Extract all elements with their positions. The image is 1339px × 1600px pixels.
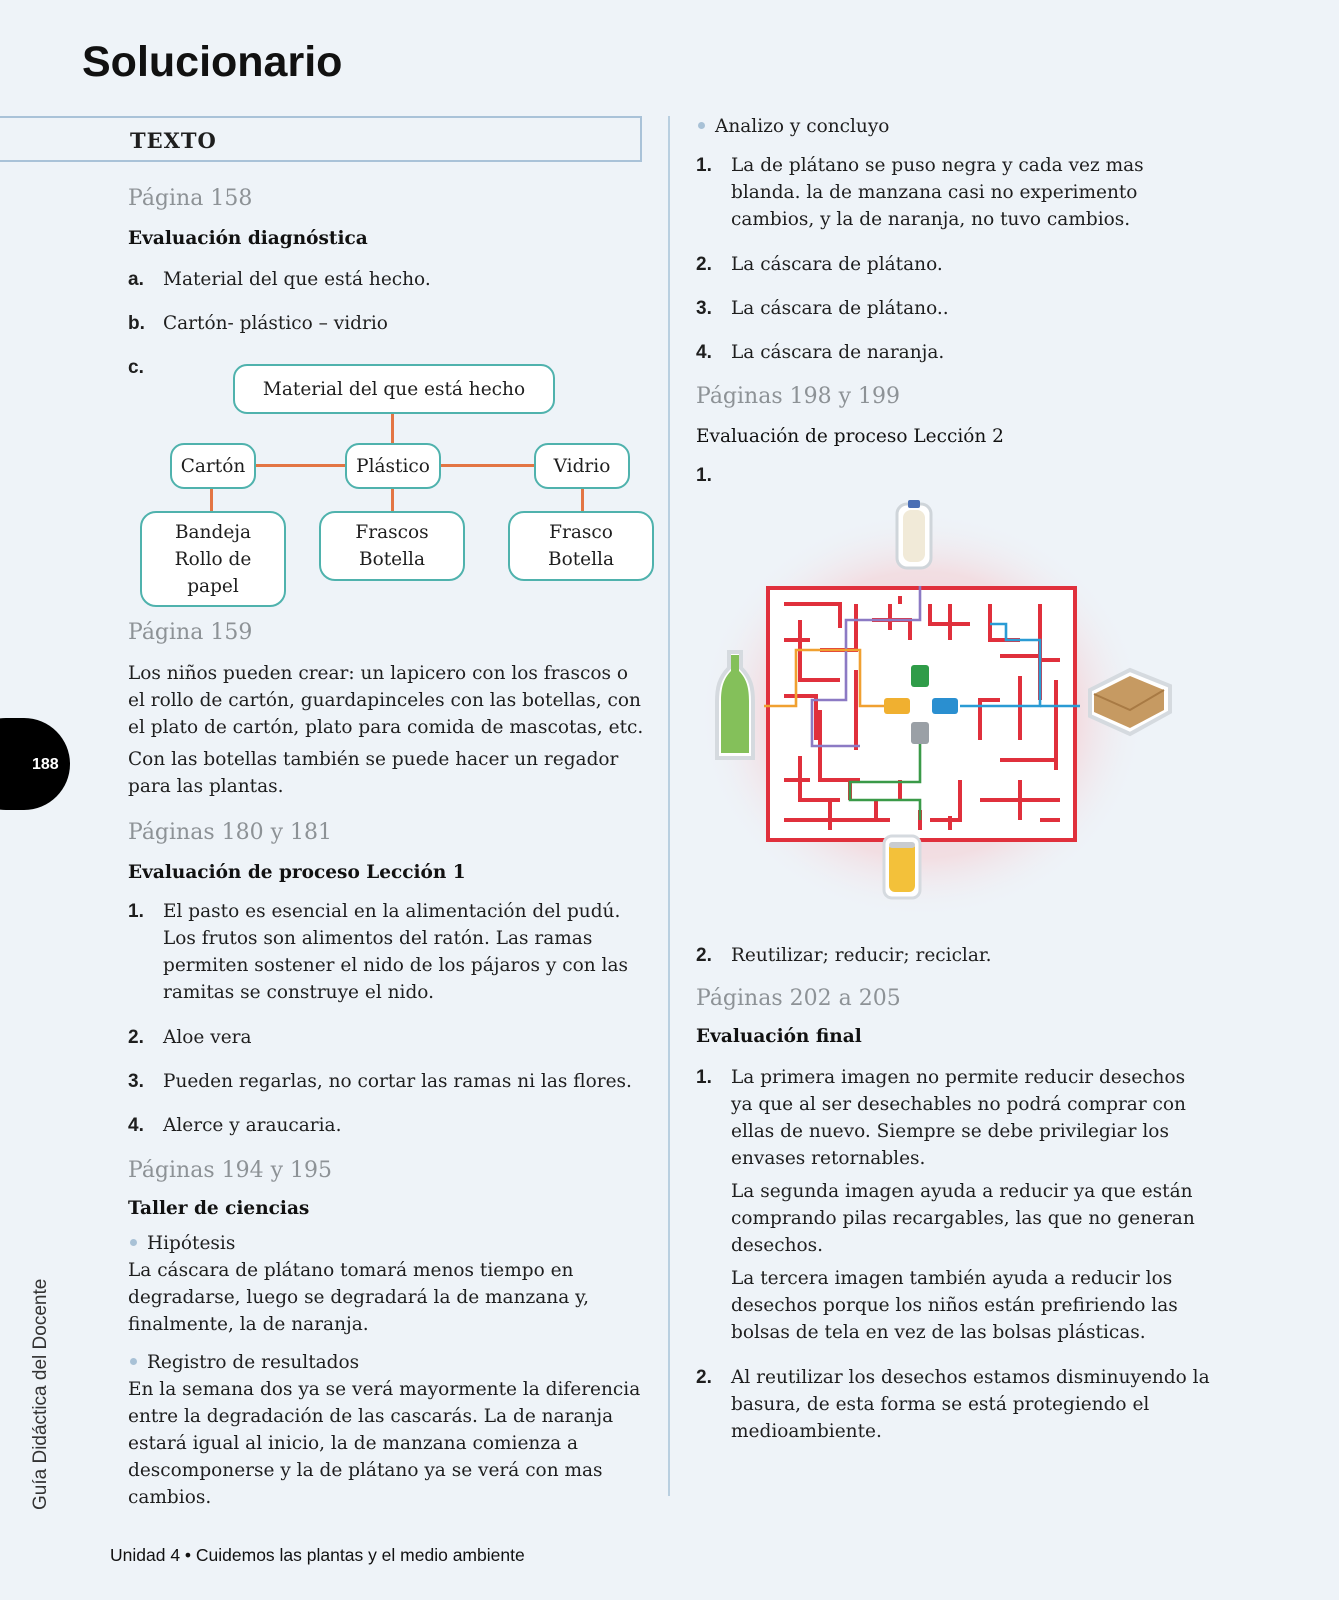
section-header-box [0,116,642,162]
item-number: 3. [696,298,712,319]
root-label: Material del que está hecho [262,378,526,400]
node-carton [170,443,256,489]
footer: Unidad 4 • Cuidemos las plantas y el medio ambiente [110,1545,525,1565]
heading-paginas-198-199: Páginas 198 y 199 [696,384,901,409]
leaf-carton-line1: Bandeja [174,521,252,543]
marker-a: a. [128,269,144,290]
item-number: 4. [128,1115,144,1136]
item-text: El pasto es esencial en la alimentación del pudú. Los frutos son alimentos del ratón. Las ramas permiten sostener el nido de los pájaros y con las ramitas se construye el nido. [163,901,628,1003]
bullet-dot [698,122,705,129]
hipotesis-text: La cáscara de plátano tomará menos tiempo en degradarse, luego se degradará la de manzana y, finalmente, la de naranja. [128,1260,589,1335]
item-number: 4. [696,342,712,363]
final-paragraph-3: La tercera imagen también ayuda a reducir los desechos porque los niños están prefiriendo las bolsas de tela en vez de las bolsas plásticas. [731,1268,1178,1343]
connector-plastico [391,488,394,512]
item-text: Al reutilizar los desechos estamos disminuyendo la basura, de esta forma se está protegiendo el medioambiente. [731,1367,1210,1442]
item-number: 2. [696,945,712,966]
item-text: Aloe vera [163,1027,252,1048]
leaf-carton-line2: Rollo de [174,548,252,570]
marker-c: c. [128,357,144,378]
green-bin-icon [911,665,929,687]
page-number: 188 [32,756,59,773]
item-text: La primera imagen no permite reducir desechos ya que al ser desechables no podrá comprar con ellas de nuevo. Siempre se debe privilegiar los envases retornables. [731,1067,1186,1169]
column-divider [668,116,670,1496]
connector-carton [210,488,213,512]
bullet-hipotesis-label: Hipótesis [147,1233,236,1254]
connector-vidrio [581,488,584,512]
leaf-vidrio-line2: Botella [548,549,614,570]
item-text: Pueden regarlas, no cortar las ramas ni las flores. [163,1071,632,1092]
section-label: TEXTO [130,128,217,153]
subheading-leccion-1: Evaluación de proceso Lección 1 [128,862,466,883]
item-text: La de plátano se puso negra y cada vez mas blanda. la de manzana casi no experimento cambios, y la de naranja, no tuvo cambios. [731,155,1144,230]
list-item [696,295,1212,322]
heading-paginas-202-205: Páginas 202 a 205 [696,986,901,1011]
node-carton-label: Cartón [180,455,246,477]
item-number: 3. [128,1071,144,1092]
list-item [696,1364,1212,1445]
registro-text: En la semana dos ya se verá mayormente la diferencia entre la degradación de las cascarás. La de naranja estará igual al inicio, la de manzana comienza a descomponerse y la de plátano ya se verá con mas cambios. [128,1379,641,1508]
item-number: 1. [696,1067,712,1088]
leaf-carton-line3: papel [187,575,239,597]
heading-paginas-194-195: Páginas 194 y 195 [128,1158,333,1183]
paragraph-159-2: Con las botellas también se puede hacer un regador para las plantas. [128,749,619,797]
leaf-plastico-line2: Botella [359,549,425,570]
subheading-evaluacion-diagnostica: Evaluación diagnóstica [128,228,368,249]
list-item [696,339,1212,366]
answer-a-text: Material del que está hecho. [163,269,431,290]
heading-paginas-180-181: Páginas 180 y 181 [128,820,333,845]
node-plastico [345,443,441,489]
bullet-analizo [696,113,889,140]
answer-a [128,266,644,293]
heading-pagina-158: Página 158 [128,186,253,211]
yellow-bin-icon [884,698,910,714]
item-text: Reutilizar; reducir; reciclar. [731,945,992,966]
milk-bottle-icon [897,500,931,568]
bullet-registro-label: Registro de resultados [147,1352,360,1373]
node-vidrio-label: Vidrio [553,455,611,477]
list-item [128,1112,644,1139]
bullet-dot [130,1239,137,1246]
concept-map-root [233,364,555,414]
item-text: La cáscara de plátano. [731,254,943,275]
leaf-plastico [319,511,465,581]
list-item [696,251,1212,278]
node-plastico-label: Plástico [356,455,430,477]
bullet-hipotesis [128,1230,235,1257]
list-item [696,942,1212,969]
item-number: 2. [128,1027,144,1048]
answer-b [128,310,644,337]
list-item [128,898,644,1006]
subheading-evaluacion-final: Evaluación final [696,1026,862,1047]
item-number: 2. [696,1367,712,1388]
final-paragraph-2: La segunda imagen ayuda a reducir ya que están comprando pilas recargables, las que no generan desechos. [731,1181,1195,1256]
answer-c [128,354,163,381]
subheading-taller: Taller de ciencias [128,1198,310,1219]
item-text: La cáscara de naranja. [731,342,945,363]
item-text: La cáscara de plátano.. [731,298,949,319]
bullet-registro [128,1349,359,1376]
leaf-vidrio-line1: Frasco [549,522,613,543]
gray-bin-icon [911,722,929,744]
can-icon [884,836,920,898]
item-number: 1. [128,901,144,922]
side-label: Guía Didáctica del Docente [30,1278,51,1510]
recycling-maze-illustration [700,500,1190,930]
bullet-dot [130,1358,137,1365]
item-number: 1. [696,465,712,486]
leaf-vidrio [508,511,654,581]
paragraph-159-1: Los niños pueden crear: un lapicero con los frascos o el rollo de cartón, guardapinceles con las botellas, con el plato de cartón, plato para comida de mascotas, etc. [128,663,644,738]
leaf-plastico-line1: Frascos [355,522,429,543]
list-item [128,1068,644,1095]
leaf-carton [140,511,286,607]
list-item [696,1064,1212,1172]
item-number: 1. [696,155,712,176]
marker-b: b. [128,313,145,334]
list-item [696,462,731,489]
node-vidrio [534,443,630,489]
page-title: Solucionario [82,38,343,86]
blue-bin-icon [932,698,958,714]
bullet-analizo-label: Analizo y concluyo [715,116,890,137]
item-number: 2. [696,254,712,275]
answer-b-text: Cartón- plástico – vidrio [163,313,388,334]
subheading-leccion-2: Evaluación de proceso Lección 2 [696,426,1004,447]
item-text: Alerce y araucaria. [163,1115,342,1136]
list-item [128,1024,644,1051]
heading-pagina-159: Página 159 [128,620,253,645]
list-item [696,152,1212,233]
